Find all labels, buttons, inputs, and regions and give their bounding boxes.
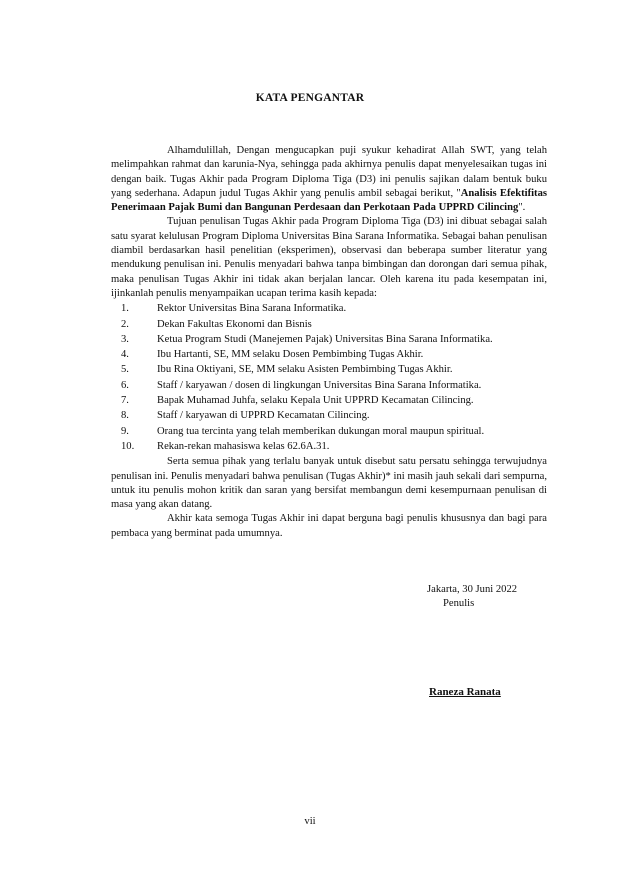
signature-place-date: Jakarta, 30 Juni 2022 xyxy=(427,584,518,595)
list-item xyxy=(111,301,547,316)
list-text: Bapak Muhamad Juhfa, selaku Kepala Unit UPPRD Kecamatan Cilincing. xyxy=(157,395,474,407)
opening-text-end: ". xyxy=(518,202,526,214)
list-text: Ibu Rina Oktiyani, SE, MM selaku Asisten Pembimbing Tugas Akhir. xyxy=(157,364,453,376)
document-body xyxy=(111,144,547,541)
thanks-list xyxy=(111,301,547,454)
list-number: 7. xyxy=(121,395,129,407)
list-item xyxy=(111,439,547,454)
list-item xyxy=(111,408,547,423)
opening-text: Alhamdulillah, Dengan mengucapkan puji syukur kehadirat Allah SWT, yang telah melimpahkan rahmat dan karunia-Nya, sehingga pada akhirnya penulis dapat menyelesaikan tugas ini dengan baik. Tugas Akhir pada Program Diploma Tiga (D3) ini penulis sajikan dalam bentuk buku yang sederhana. Adapun judul Tugas Akhir yang penulis ambil sebagai berikut, " xyxy=(111,145,547,199)
list-number: 2. xyxy=(121,318,129,330)
list-number: 1. xyxy=(121,303,129,315)
list-item xyxy=(111,317,547,332)
page-number: vii xyxy=(304,816,316,827)
signature-role: Penulis xyxy=(443,598,475,609)
signature-block xyxy=(427,583,517,611)
list-text: Rektor Universitas Bina Sarana Informatika. xyxy=(157,303,347,315)
page-title: KATA PENGANTAR xyxy=(255,92,365,104)
list-item xyxy=(111,424,547,439)
list-item xyxy=(111,393,547,408)
list-text: Ibu Hartanti, SE, MM selaku Dosen Pembimbing Tugas Akhir. xyxy=(157,349,424,361)
list-number: 5. xyxy=(121,364,129,376)
list-number: 4. xyxy=(121,349,129,361)
list-number: 6. xyxy=(121,379,129,391)
list-number: 10. xyxy=(121,440,135,452)
list-number: 3. xyxy=(121,333,129,345)
final-paragraph: Akhir kata semoga Tugas Akhir ini dapat berguna bagi penulis khususnya dan bagi para pembaca yang berminat pada umumnya. xyxy=(111,513,547,539)
list-item xyxy=(111,378,547,393)
purpose-paragraph: Tujuan penulisan Tugas Akhir pada Program Diploma Tiga (D3) ini dibuat sebagai salah satu syarat kelulusan Program Diploma Universitas Bina Sarana Informatika. Sebagai bahan penulisan diambil berdasarkan hasil penelitian (eksperimen), observasi dan beberapa sumber literatur yang mendukung penulisan ini. Penulis menyadari bahwa tanpa bimbingan dan dorongan dari semua pihak, maka penulisan Tugas Akhir ini tidak akan berjalan lancar. Oleh karena itu pada kesempatan ini, ijinkanlah penulis menyampaikan ucapan terima kasih kepada: xyxy=(111,216,547,299)
thesis-title: Analisis Efektifitas Penerimaan Pajak Bumi dan Bangunan Perdesaan dan Perkotaan Pada UPPRD Cilincing xyxy=(111,187,548,214)
list-number: 9. xyxy=(121,425,129,437)
closing-paragraph: Serta semua pihak yang terlalu banyak untuk disebut satu persatu sehingga terwujudnya penulisan ini. Penulis menyadari bahwa penulisan (Tugas Akhir)* ini masih jauh sekali dari sempurna, untuk itu penulis mohon kritik dan saran yang bersifat membangun demi kesempurnaan penulisan di masa yang akan datang. xyxy=(111,456,547,511)
list-text: Rekan-rekan mahasiswa kelas 62.6A.31. xyxy=(157,440,330,452)
list-text: Ketua Program Studi (Manejemen Pajak) Universitas Bina Sarana Informatika. xyxy=(157,333,493,345)
list-text: Orang tua tercinta yang telah memberikan dukungan moral maupun spiritual. xyxy=(157,425,485,437)
list-number: 8. xyxy=(121,410,129,422)
opening-paragraph xyxy=(111,144,547,215)
list-text: Dekan Fakultas Ekonomi dan Bisnis xyxy=(157,318,312,330)
list-item xyxy=(111,362,547,377)
list-text: Staff / karyawan / dosen di lingkungan Universitas Bina Sarana Informatika. xyxy=(157,379,482,391)
list-item xyxy=(111,332,547,347)
signature-name: Raneza Ranata xyxy=(429,686,501,698)
list-text: Staff / karyawan di UPPRD Kecamatan Cilincing. xyxy=(157,410,370,422)
list-item xyxy=(111,347,547,362)
